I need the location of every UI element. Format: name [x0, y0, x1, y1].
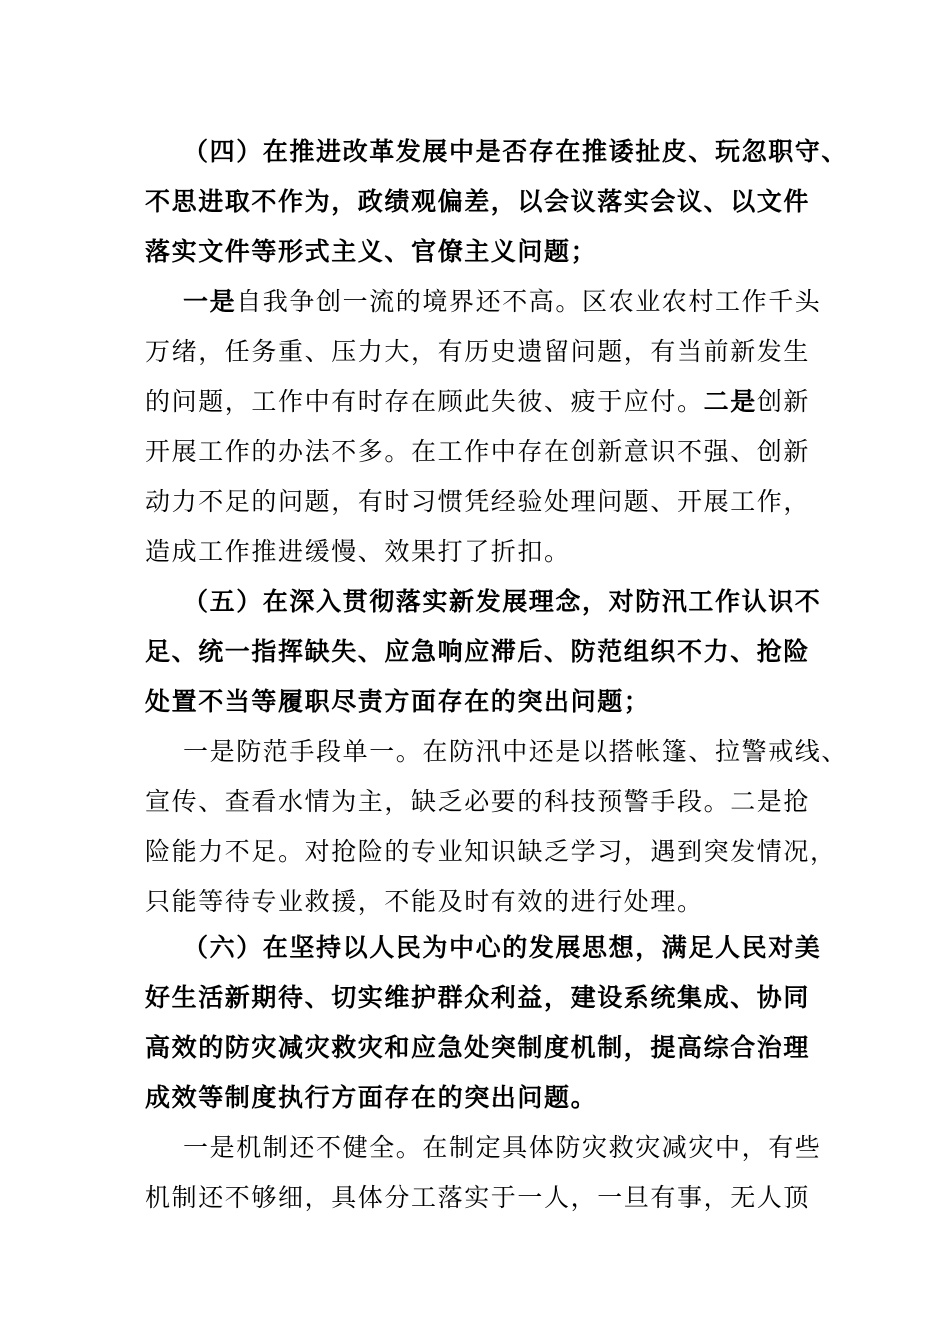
- section4-heading-line-2: 不思进取不作为，政绩观偏差，以会议落实会议、以文件: [145, 187, 811, 216]
- section6-heading-line-3: 高效的防灾减灾救灾和应急处突制度机制，提高综合治理: [145, 1033, 811, 1062]
- section4-body-line-4: 开展工作的办法不多。在工作中存在创新意识不强、创新: [145, 437, 811, 466]
- section4-body-line-5: 动力不足的问题，有时习惯凭经验处理问题、开展工作，: [145, 487, 811, 516]
- section5-body-line-3: 险能力不足。对抢险的专业知识缺乏学习，遇到突发情况，: [145, 837, 837, 866]
- section6-body-line-1: 一是机制还不健全。在制定具体防灾救灾减灾中，有些: [183, 1133, 822, 1162]
- point-marker-two: 二是: [703, 387, 757, 416]
- section6-heading-line-4: 成效等制度执行方面存在的突出问题。: [145, 1083, 598, 1112]
- section4-body-line-6: 造成工作推进缓慢、效果打了折扣。: [145, 537, 571, 566]
- section5-heading-line-2: 足、统一指挥缺失、应急响应滞后、防范组织不力、抢险: [145, 637, 811, 666]
- section4-body-line-3-tail: 创新: [756, 387, 811, 416]
- section4-body-line-1: [183, 284, 821, 320]
- section5-body-line-4: 只能等待专业救援，不能及时有效的进行处理。: [145, 887, 704, 916]
- section6-body-line-2: 机制还不够细，具体分工落实于一人，一旦有事，无人顶: [145, 1183, 811, 1212]
- section4-body-line-3: [145, 384, 810, 420]
- section4-body-line-3-text: 的问题，工作中有时存在顾此失彼、疲于应付。: [145, 387, 704, 416]
- section6-heading-line-2: 好生活新期待、切实维护群众利益，建设系统集成、协同: [145, 983, 811, 1012]
- section4-heading-line-3: 落实文件等形式主义、官僚主义问题；: [145, 237, 598, 266]
- point-marker-one: 一是: [183, 287, 237, 316]
- section4-heading-line-1: （四）在推进改革发展中是否存在推诿扯皮、玩忽职守、: [183, 137, 849, 166]
- section6-heading-line-1: （六）在坚持以人民为中心的发展思想，满足人民对美: [183, 933, 822, 962]
- section5-heading-line-3: 处置不当等履职尽责方面存在的突出问题；: [145, 687, 651, 716]
- section5-body-line-1: 一是防范手段单一。在防汛中还是以搭帐篷、拉警戒线、: [183, 737, 849, 766]
- section5-body-line-2: 宣传、查看水情为主，缺乏必要的科技预警手段。二是抢: [145, 787, 811, 816]
- section4-body-line-2: 万绪，任务重、压力大，有历史遗留问题，有当前新发生: [145, 337, 811, 366]
- section4-body-line-1-text: 自我争创一流的境界还不高。区农业农村工作千头: [236, 287, 822, 316]
- section5-heading-line-1: （五）在深入贯彻落实新发展理念，对防汛工作认识不: [183, 587, 822, 616]
